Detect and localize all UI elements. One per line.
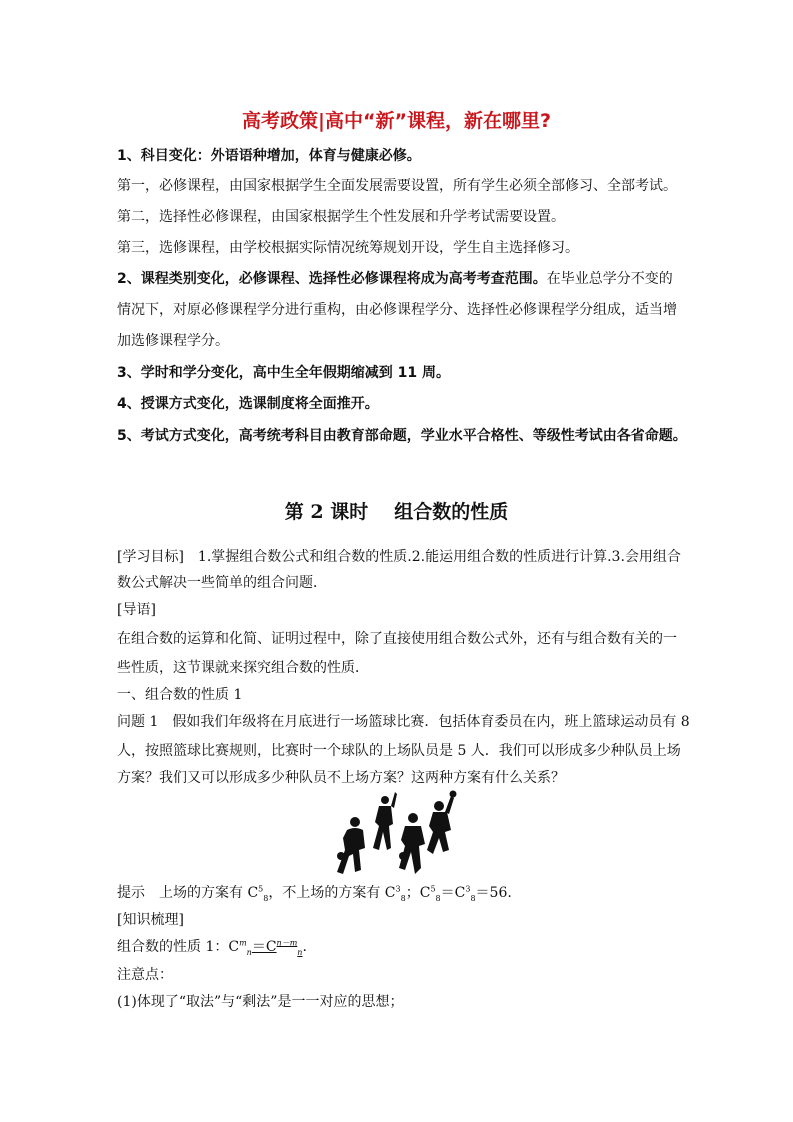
guide-heading: [导语] <box>117 602 156 618</box>
policy-paragraph-1: 第一，必修课程，由国家根据学生全面发展需要设置，所有学生必须全部修习、全部考试。 <box>117 178 677 194</box>
hint-sup-5b: 5 <box>430 884 436 894</box>
knowledge-heading: [知识梳理] <box>117 912 184 928</box>
hint-text-e: ＝56. <box>475 885 512 901</box>
property-sub-n: n <box>246 947 252 957</box>
property-end: . <box>302 939 307 955</box>
hint-sup-5: 5 <box>258 884 264 894</box>
hint-sub-8d: 8 <box>470 893 476 903</box>
learning-goals: [学习目标] 1.掌握组合数公式和组合数的性质.2.能运用组合数的性质进行计算.3.会用组合 <box>117 549 681 565</box>
policy-title: 高考政策|高中“新”课程，新在哪里? <box>242 110 551 132</box>
policy-paragraph-2: 第二，选择性必修课程，由国家根据学生个性发展和升学考试需要设置。 <box>117 209 565 225</box>
note-1: (1)体现了“取法”与“剩法”是一一对应的思想； <box>117 994 404 1010</box>
hint-text-b: ，不上场的方案有 C <box>268 885 396 901</box>
hint-sup-3b: 3 <box>465 884 471 894</box>
policy-point-2-rest: 在毕业总学分不变的 <box>546 271 673 287</box>
hint-sub-8: 8 <box>263 893 269 903</box>
policy-paragraph-3: 第三，选修课程，由学校根据实际情况统筹规划开设，学生自主选择修习。 <box>117 240 579 256</box>
question-1-end: 方案？我们又可以形成多少种队员不上场方案？这两种方案有什么关系？ <box>117 770 565 786</box>
policy-point-2-bold: 2、课程类别变化，必修课程、选择性必修课程将成为高考考查范围。 <box>117 271 547 287</box>
policy-point-5: 5、考试方式变化，高考统考科目由教育部命题，学业水平合格性、等级性考试由各省命题。 <box>117 428 687 444</box>
property-1-label: 组合数的性质 1：C <box>117 939 240 955</box>
policy-point-4: 4、授课方式变化，选课制度将全面推开。 <box>117 396 379 412</box>
hint-sub-8b: 8 <box>400 893 406 903</box>
property-sub-n2: n <box>297 947 303 957</box>
note-heading: 注意点： <box>117 967 173 983</box>
lesson-number: 第 2 课时 <box>284 501 369 523</box>
policy-point-3: 3、学时和学分变化，高中生全年假期缩减到 11 周。 <box>117 365 450 381</box>
policy-point-2-end: 加选修课程学分。 <box>117 333 229 349</box>
basketball-players-image <box>333 790 463 880</box>
hint-line <box>117 884 512 902</box>
policy-point-2 <box>117 270 673 288</box>
property-sup-nm: n－m <box>276 938 298 948</box>
hint-text-a: 提示 上场的方案有 C <box>117 885 259 901</box>
policy-point-1: 1、科目变化：外语语种增加，体育与健康必修。 <box>117 148 421 164</box>
hint-text-d: ＝C <box>440 885 466 901</box>
section-heading: 一、组合数的性质 1 <box>117 687 243 703</box>
property-sup-m: m <box>239 938 247 948</box>
property-1 <box>117 938 307 956</box>
question-1-cont: 人，按照篮球比赛规则，比赛时一个球队的上场队员是 5 人．我们可以形成多少种队员上场 <box>117 743 681 759</box>
guide-text: 在组合数的运算和化简、证明过程中，除了直接使用组合数公式外，还有与组合数有关的一 <box>117 631 677 647</box>
hint-text-c: ；C <box>405 885 431 901</box>
hint-sup-3: 3 <box>395 884 401 894</box>
policy-point-2-cont: 情况下，对原必修课程学分进行重构，由必修课程学分、选择性必修课程学分组成，适当增 <box>117 302 677 318</box>
lesson-topic: 组合数的性质 <box>394 501 509 523</box>
question-1: 问题 1 假如我们年级将在月底进行一场篮球比赛．包括体育委员在内，班上篮球运动员有 8 <box>117 714 690 730</box>
hint-sub-8c: 8 <box>435 893 441 903</box>
property-eq: ＝C <box>251 939 277 955</box>
guide-text-cont: 些性质，这节课就来探究组合数的性质． <box>117 660 369 676</box>
lesson-title <box>0 497 793 524</box>
learning-goals-cont: 数公式解决一些简单的组合问题． <box>117 575 327 591</box>
